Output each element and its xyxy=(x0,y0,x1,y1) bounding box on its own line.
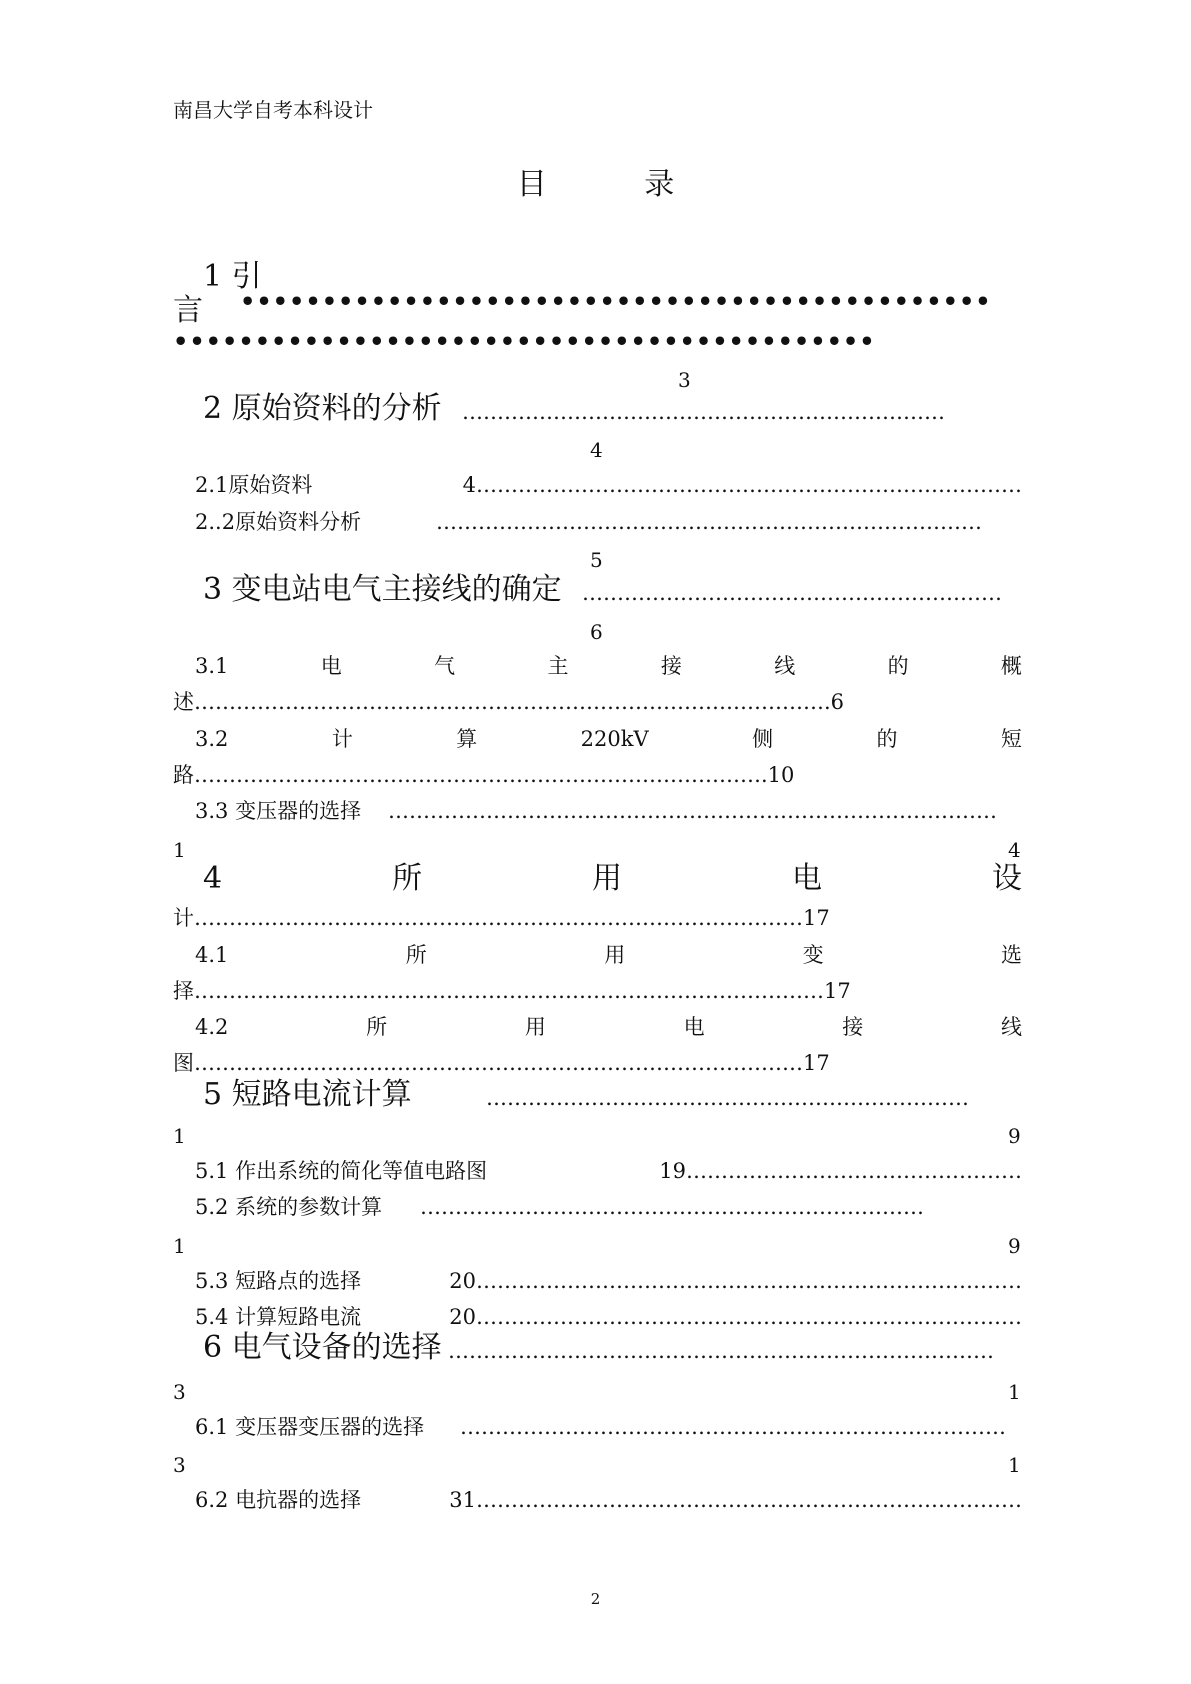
toc-s31-word: 气 xyxy=(434,654,456,678)
toc-s32-word: 短 xyxy=(1000,727,1022,751)
toc-s33-page-b: 4 xyxy=(1008,838,1021,862)
toc-s22-page: 5 xyxy=(590,548,603,572)
toc-s32-word: 侧 xyxy=(752,727,774,751)
toc-s42-line1 xyxy=(195,1017,1022,1038)
toc-ch4-word: 4 xyxy=(203,861,223,896)
toc-s21-title: 2.1原始资料 xyxy=(195,473,313,497)
toc-s42-word: 线 xyxy=(1001,1015,1022,1039)
toc-ch5-title: 5 短路电流计算 xyxy=(203,1077,412,1112)
toc-ch3-leader: …………………………………………………… xyxy=(582,581,1002,605)
toc-ch3-page: 6 xyxy=(590,620,603,644)
toc-ch6-title: 6 电气设备的选择 xyxy=(203,1330,442,1365)
toc-s31-line2: 述……………………………………………………………………………….6 xyxy=(173,690,845,714)
toc-s41-line1 xyxy=(195,945,1022,966)
toc-s32-word: 的 xyxy=(876,727,898,751)
toc-s41-line2: 择………………………………………………………………………………17 xyxy=(173,979,851,1003)
toc-ch4-line1 xyxy=(203,861,1022,896)
toc-s42-word: 所 xyxy=(366,1015,388,1039)
toc-s21-leader: ……………………………………………………………………4 xyxy=(462,473,1022,497)
toc-ch4-word: 设 xyxy=(991,861,1022,896)
toc-s41-word: 所 xyxy=(405,943,427,967)
toc-s42-word: 4.2 xyxy=(195,1015,229,1039)
toc-s51-leader: …………………………………………19 xyxy=(659,1159,1022,1183)
toc-s51-title: 5.1 作出系统的简化等值电路图 xyxy=(195,1159,488,1183)
toc-s42-line2: 图……………………………………………………………………………17 xyxy=(173,1051,830,1075)
toc-s54-title: 5.4 计算短路电流 xyxy=(195,1305,362,1329)
toc-s32-word: 计 xyxy=(331,727,353,751)
toc-ch1-leader-a: •••••••••••••••••••••••••••••••••••••••••••••• xyxy=(240,287,992,316)
toc-s22-title: 2..2原始资料分析 xyxy=(195,510,362,534)
toc-ch6-leader: …………………………………………………………………… xyxy=(448,1339,994,1363)
toc-s53-leader: ……………………………………………………………………20 xyxy=(449,1269,1022,1293)
toc-ch2-title: 2 原始资料的分析 xyxy=(203,391,442,426)
toc-s62-leader: ……………………………………………………………………31 xyxy=(449,1488,1022,1512)
toc-s52-leader: ……………………………………………………………… xyxy=(420,1195,924,1219)
toc-ch2-leader: …………………………………………………………… xyxy=(462,400,945,424)
toc-ch5-page-a: 1 xyxy=(173,1124,186,1148)
toc-ch2-page: 4 xyxy=(590,438,603,462)
page-number: 2 xyxy=(590,1590,601,1608)
toc-s32-word: 3.2 xyxy=(195,727,229,751)
toc-ch3-title: 3 变电站电气主接线的确定 xyxy=(203,572,562,607)
toc-s33-title: 3.3 变压器的选择 xyxy=(195,799,362,823)
toc-s31-line1 xyxy=(195,656,1022,677)
toc-s42-word: 接 xyxy=(842,1015,864,1039)
toc-s41-word: 4.1 xyxy=(195,943,229,967)
toc-s33-leader: …………………………………………………………………………… xyxy=(388,799,997,823)
toc-s61-page-b: 1 xyxy=(1008,1453,1021,1477)
toc-ch4-line2: 计……………………………………………………………………………17 xyxy=(173,906,830,930)
toc-ch1-line2: 言 xyxy=(173,293,203,328)
toc-s61-leader: …………………………………………………………………… xyxy=(460,1415,1006,1439)
toc-s42-word: 用 xyxy=(524,1015,546,1039)
toc-s32-line2: 路……………………………………………………………………….10 xyxy=(173,763,795,787)
page-header: 南昌大学自考本科设计 xyxy=(173,98,373,122)
toc-s31-word: 电 xyxy=(320,654,342,678)
toc-s61-title: 6.1 变压器变压器的选择 xyxy=(195,1415,425,1439)
toc-s31-word: 的 xyxy=(887,654,909,678)
toc-s31-word: 概 xyxy=(1000,654,1022,678)
toc-s54-leader: ……………………………………………………………………20 xyxy=(449,1305,1022,1329)
toc-ch4-word: 用 xyxy=(592,861,623,896)
toc-s31-word: 线 xyxy=(774,654,796,678)
toc-s32-line1 xyxy=(195,729,1022,750)
toc-ch4-word: 所 xyxy=(392,861,423,896)
toc-s31-word: 接 xyxy=(660,654,682,678)
toc-s61-page-a: 3 xyxy=(173,1453,186,1477)
toc-s31-word: 主 xyxy=(547,654,569,678)
toc-ch4-word: 电 xyxy=(792,861,822,896)
toc-s41-word: 变 xyxy=(802,943,824,967)
toc-s32-word: 算 xyxy=(456,727,478,751)
toc-s32-word: 220kV xyxy=(580,727,649,751)
toc-ch5-leader: …………………………………………………………… xyxy=(486,1086,969,1110)
toc-s41-word: 选 xyxy=(1000,943,1022,967)
toc-s52-page-a: 1 xyxy=(173,1234,186,1258)
toc-s22-leader: …………………………………………………………………… xyxy=(436,510,982,534)
toc-title: 目 录 xyxy=(516,167,719,202)
toc-s41-word: 用 xyxy=(604,943,626,967)
toc-ch6-page-a: 3 xyxy=(173,1380,186,1404)
toc-s33-page-a: 1 xyxy=(173,838,186,862)
toc-s52-title: 5.2 系统的参数计算 xyxy=(195,1195,383,1219)
toc-s52-page-b: 9 xyxy=(1008,1234,1021,1258)
toc-ch1-leader-b: ••••••••••••••••••••••••••••••••••••••••••• xyxy=(173,327,876,356)
toc-ch1-line1: 1 引 xyxy=(203,259,262,294)
toc-ch5-page-b: 9 xyxy=(1008,1124,1021,1148)
toc-s53-title: 5.3 短路点的选择 xyxy=(195,1269,362,1293)
toc-s42-word: 电 xyxy=(683,1015,705,1039)
toc-ch6-page-b: 1 xyxy=(1008,1380,1021,1404)
toc-s62-title: 6.2 电抗器的选择 xyxy=(195,1488,362,1512)
toc-s31-word: 3.1 xyxy=(195,654,229,678)
toc-ch1-page: 3 xyxy=(678,368,691,392)
